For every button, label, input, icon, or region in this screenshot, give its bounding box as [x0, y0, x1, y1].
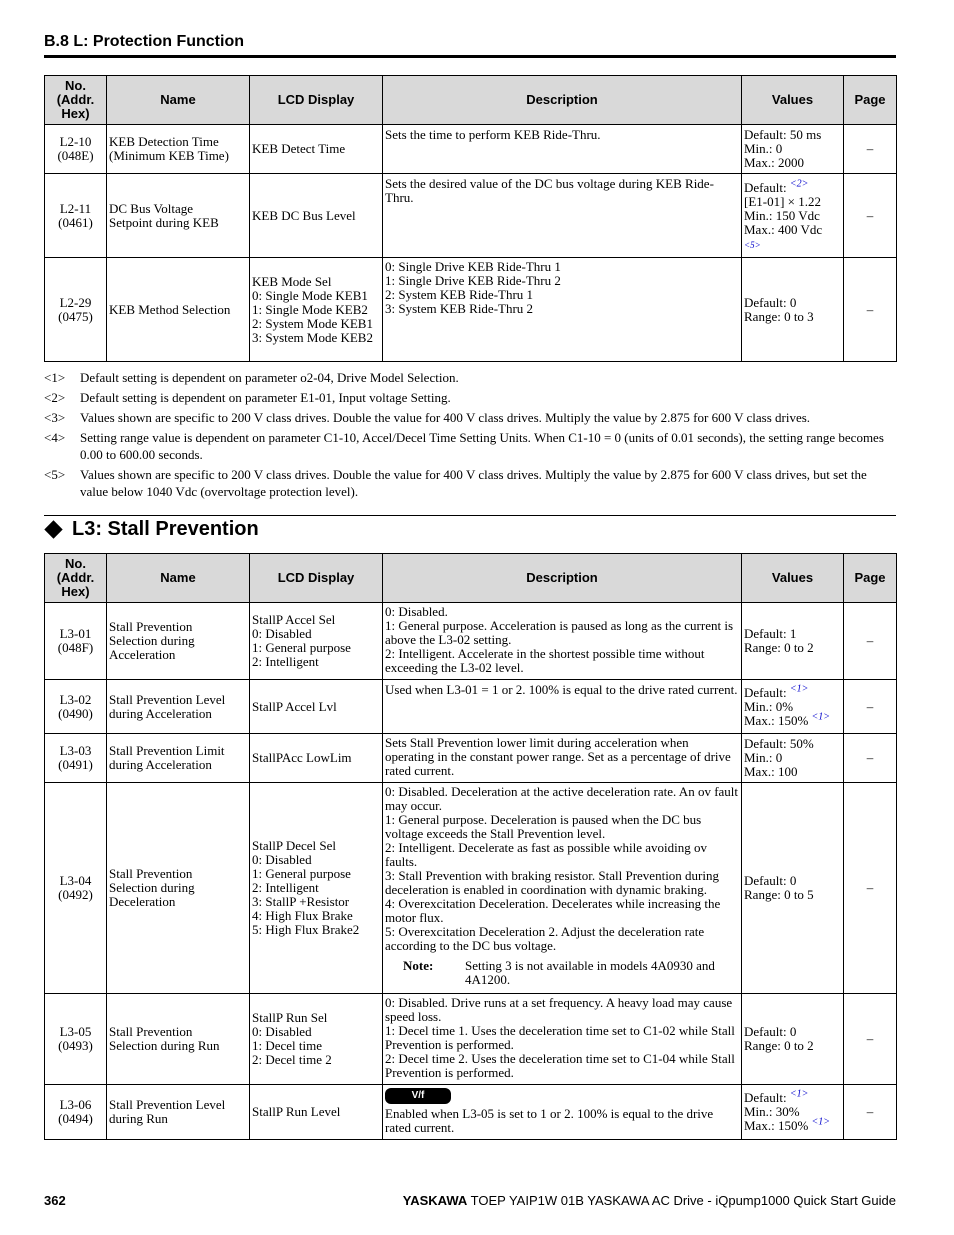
table-row	[45, 734, 897, 783]
table-row	[45, 258, 897, 362]
values-default: Default:	[744, 1090, 787, 1105]
param-values	[742, 1085, 844, 1140]
footnotes	[44, 369, 896, 503]
document-title	[403, 1193, 896, 1208]
page-ref: –	[844, 734, 897, 783]
table-row	[45, 174, 897, 258]
footnote-mark: <5>	[44, 467, 66, 482]
param-description: 0: Single Drive KEB Ride-Thru 1 1: Single Drive KEB Ride-Thru 2 2: System KEB Ride-Thru 1 3: System KEB Ride-Thru 2	[383, 258, 742, 362]
col-header-name: Name	[107, 76, 250, 125]
col-header-description: Description	[383, 554, 742, 603]
table-header-row	[45, 76, 897, 125]
param-values	[742, 174, 844, 258]
footnote-mark: <3>	[44, 410, 66, 425]
brand-name: YASKAWA	[402, 1193, 468, 1208]
values-max: Max.: 150%	[744, 1118, 809, 1133]
footnote-text: Values shown are specific to 200 V class drives. Double the value for 400 V class drives. Multiply the value by 2.875 for 600 V class drives.	[80, 410, 811, 425]
footnote-ref-link[interactable]: <1>	[789, 1088, 809, 1100]
param-number: L3-04 (0492)	[45, 783, 107, 994]
page-ref: –	[844, 603, 897, 680]
table-header-row	[45, 554, 897, 603]
col-header-page: Page	[844, 554, 897, 603]
param-name: Stall Prevention Selection during Deceleration	[107, 783, 250, 994]
diamond-bullet-icon	[44, 520, 62, 538]
doc-title-text: TOEP YAIP1W 01B YASKAWA AC Drive - iQpump1000 Quick Start Guide	[470, 1193, 896, 1208]
footnote-text: Default setting is dependent on parameter o2-04, Drive Model Selection.	[80, 370, 459, 385]
col-header-lcd: LCD Display	[250, 554, 383, 603]
param-name: Stall Prevention Selection during Acceleration	[107, 603, 250, 680]
l2-parameter-table	[44, 75, 897, 362]
col-header-values: Values	[742, 554, 844, 603]
values-default: Default:	[744, 179, 787, 195]
page-ref: –	[844, 994, 897, 1085]
param-number: L2-10 (048E)	[45, 125, 107, 174]
note-label: Note:	[403, 958, 434, 973]
lcd-display: StallPAcc LowLim	[250, 734, 383, 783]
table-row	[45, 994, 897, 1085]
section-title	[44, 518, 259, 541]
param-description: Used when L3-01 = 1 or 2. 100% is equal to the drive rated current.	[383, 680, 742, 734]
table-row	[45, 783, 897, 994]
table-row	[45, 1085, 897, 1140]
param-values: Default: 0 Range: 0 to 3	[742, 258, 844, 362]
footnote-ref-link[interactable]: <5>	[744, 239, 761, 250]
l3-parameter-table	[44, 553, 897, 1140]
col-header-page: Page	[844, 76, 897, 125]
param-values: Default: 0 Range: 0 to 5	[742, 783, 844, 994]
param-number: L3-06 (0494)	[45, 1085, 107, 1140]
param-number: L3-02 (0490)	[45, 680, 107, 734]
col-header-no: No. (Addr. Hex)	[45, 554, 107, 603]
param-number: L2-11 (0461)	[45, 174, 107, 258]
lcd-display: StallP Accel Lvl	[250, 680, 383, 734]
param-values: Default: 50% Min.: 0 Max.: 100	[742, 734, 844, 783]
lcd-display: KEB Mode Sel 0: Single Mode KEB1 1: Single Mode KEB2 2: System Mode KEB1 3: System Mode KEB2	[250, 258, 383, 362]
footnote-text: Setting range value is dependent on parameter C1-10, Accel/Decel Time Setting Units. When C1-10 = 0 (units of 0.01 seconds), the setting range becomes 0.00 to 600.00 seconds.	[80, 430, 884, 462]
footnote-item	[44, 429, 896, 463]
param-number: L3-05 (0493)	[45, 994, 107, 1085]
vf-control-badge: V/f	[385, 1088, 451, 1104]
lcd-display: StallP Accel Sel 0: Disabled 1: General purpose 2: Intelligent	[250, 603, 383, 680]
param-values: Default: 1 Range: 0 to 2	[742, 603, 844, 680]
page-ref: –	[844, 783, 897, 994]
lcd-display: KEB DC Bus Level	[250, 174, 383, 258]
note-text: Setting 3 is not available in models 4A0930 and 4A1200.	[465, 958, 715, 987]
page-ref: –	[844, 174, 897, 258]
page-ref: –	[844, 125, 897, 174]
section-header: B.8 L: Protection Function	[44, 33, 244, 50]
values-range: [E1-01] × 1.22 Min.: 150 Vdc Max.: 400 Vdc	[744, 193, 823, 237]
lcd-display: StallP Run Level	[250, 1085, 383, 1140]
param-number: L3-01 (048F)	[45, 603, 107, 680]
param-values: Default: 50 ms Min.: 0 Max.: 2000	[742, 125, 844, 174]
description-text: 0: Disabled. Deceleration at the active deceleration rate. An ov fault may occur. 1: General purpose. Deceleration is paused when the DC bus voltage exceeds the Stall Prevention level. 2: Intelligent. Decelerate as fast as possible while avoiding ov faults. 3: Stall Prevention with braking resistor. Stall Prevention during deceleration is enabled in coordination with dynamic braking. 4: Overexcitation Deceleration. Decelerates while increasing the motor flux. 5: Overexcitation Deceleration 2. Adjust the deceleration rate according to the DC bus voltage.	[385, 784, 739, 953]
col-header-description: Description	[383, 76, 742, 125]
lcd-display: StallP Run Sel 0: Disabled 1: Decel time 2: Decel time 2	[250, 994, 383, 1085]
col-header-lcd: LCD Display	[250, 76, 383, 125]
col-header-no: No. (Addr. Hex)	[45, 76, 107, 125]
page-ref: –	[844, 258, 897, 362]
note	[385, 959, 739, 987]
lcd-display: KEB Detect Time	[250, 125, 383, 174]
param-description: Sets the time to perform KEB Ride-Thru.	[383, 125, 742, 174]
param-description: Sets Stall Prevention lower limit during acceleration when operating in the constant power range. Set as a percentage of drive rated current.	[383, 734, 742, 783]
footnote-mark: <4>	[44, 430, 66, 445]
param-description: 0: Disabled. Drive runs at a set frequency. A heavy load may cause speed loss. 1: Decel time 1. Uses the deceleration time set to C1-02 while Stall Prevention is performed. 2: Decel time 2. Uses the deceleration time set to C1-04 while Stall Prevention is performed.	[383, 994, 742, 1085]
values-max: Max.: 150%	[744, 712, 809, 728]
page-ref: –	[844, 680, 897, 734]
param-description: Sets the desired value of the DC bus voltage during KEB Ride-Thru.	[383, 174, 742, 258]
section-title-text: L3: Stall Prevention	[72, 518, 259, 540]
param-number: L2-29 (0475)	[45, 258, 107, 362]
footnote-ref-link[interactable]: <1>	[811, 711, 831, 723]
col-header-name: Name	[107, 554, 250, 603]
footnote-item	[44, 409, 896, 426]
param-name: Stall Prevention Level during Run	[107, 1085, 250, 1140]
param-name: Stall Prevention Selection during Run	[107, 994, 250, 1085]
param-name: KEB Method Selection	[107, 258, 250, 362]
table-row	[45, 680, 897, 734]
values-default: Default:	[744, 684, 787, 700]
param-values	[742, 680, 844, 734]
values-min: Min.: 0%	[744, 698, 794, 714]
footnote-item	[44, 389, 896, 406]
param-description	[383, 1085, 742, 1140]
page-number: 362	[44, 1193, 66, 1208]
lcd-display: StallP Decel Sel 0: Disabled 1: General purpose 2: Intelligent 3: StallP +Resistor 4: High Flux Brake 5: High Flux Brake2	[250, 783, 383, 994]
values-min: Min.: 30%	[744, 1104, 800, 1119]
footnote-ref-link[interactable]: <1>	[789, 683, 809, 695]
table-row	[45, 603, 897, 680]
section-divider	[44, 515, 896, 516]
footnote-ref-link[interactable]: <2>	[789, 178, 809, 190]
param-description: 0: Disabled. 1: General purpose. Acceleration is paused as long as the current is above the L3-02 setting. 2: Intelligent. Accelerate in the shortest possible time without exceeding the L3-02 level.	[383, 603, 742, 680]
footnote-mark: <1>	[44, 370, 66, 385]
footnote-text: Values shown are specific to 200 V class drives. Double the value for 400 V class drives. Multiply the value by 2.875 for 600 V class drives, but set the value below 1040 Vdc (overvoltage protection level).	[80, 467, 867, 499]
footnote-item	[44, 369, 896, 386]
param-name: Stall Prevention Limit during Acceleration	[107, 734, 250, 783]
footnote-mark: <2>	[44, 390, 66, 405]
header-rule	[44, 55, 896, 58]
param-name: DC Bus Voltage Setpoint during KEB	[107, 174, 250, 258]
page-ref: –	[844, 1085, 897, 1140]
footnote-item	[44, 466, 896, 500]
param-name: KEB Detection Time (Minimum KEB Time)	[107, 125, 250, 174]
param-values: Default: 0 Range: 0 to 2	[742, 994, 844, 1085]
description-text: Enabled when L3-05 is set to 1 or 2. 100% is equal to the drive rated current.	[385, 1106, 714, 1135]
footnote-ref-link[interactable]: <1>	[811, 1116, 831, 1128]
table-row	[45, 125, 897, 174]
param-name: Stall Prevention Level during Acceleration	[107, 680, 250, 734]
param-description	[383, 783, 742, 994]
param-number: L3-03 (0491)	[45, 734, 107, 783]
col-header-values: Values	[742, 76, 844, 125]
footnote-text: Default setting is dependent on parameter E1-01, Input voltage Setting.	[80, 390, 451, 405]
